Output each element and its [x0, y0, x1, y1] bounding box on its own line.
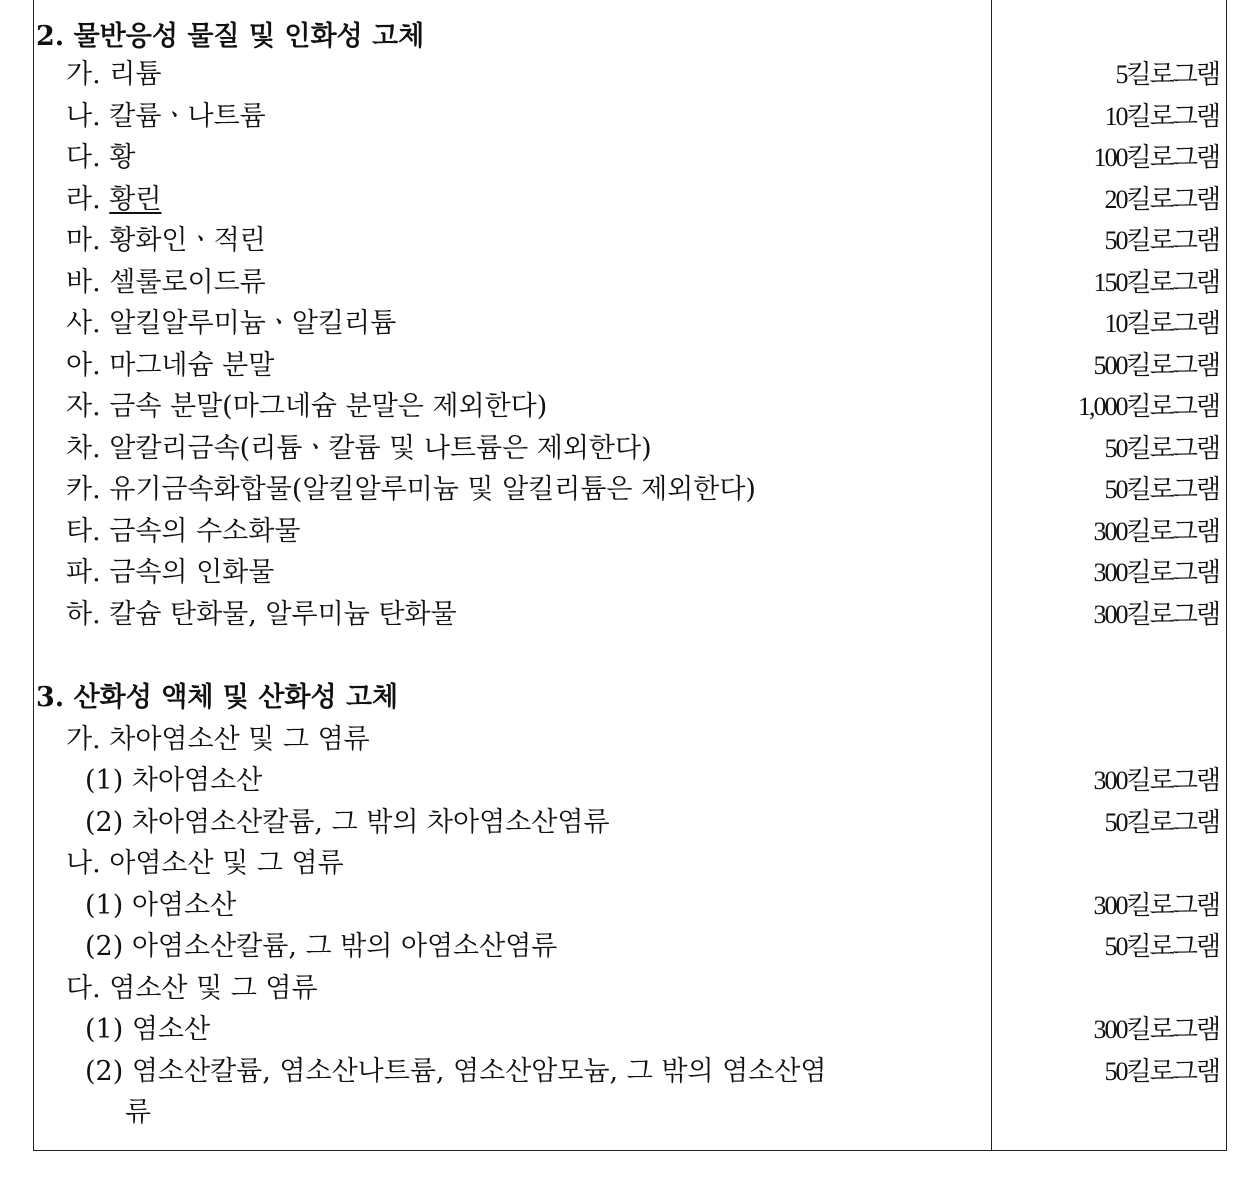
item-quantity: 50킬로그램 — [1104, 226, 1219, 255]
item-label: (2) 염소산칼륨, 염소산나트륨, 염소산암모늄, 그 밖의 염소산염 — [85, 1056, 827, 1087]
item-label: 카. 유기금속화합물(알킬알루미늄 및 알킬리튬은 제외한다) — [66, 474, 756, 505]
item-label-underlined: 황린 — [109, 184, 162, 215]
heading-text: 2. 물반응성 물질 및 인화성 고체 — [36, 21, 425, 52]
table-row — [0, 1052, 1255, 1092]
item-quantity: 1,000킬로그램 — [1078, 392, 1219, 421]
table-row — [0, 221, 1255, 261]
table-row — [0, 429, 1255, 469]
item-quantity: 300킬로그램 — [1093, 517, 1219, 546]
table-row — [0, 595, 1255, 635]
item-quantity: 300킬로그램 — [1093, 1015, 1219, 1044]
item-quantity: 100킬로그램 — [1093, 143, 1219, 172]
item-quantity: 300킬로그램 — [1093, 600, 1219, 629]
item-label-wrapper — [66, 180, 161, 220]
table-row — [0, 761, 1255, 801]
item-label: 바. 셀룰로이드류 — [66, 267, 266, 298]
item-quantity: 5킬로그램 — [1115, 60, 1219, 89]
item-label: (1) 아염소산 — [85, 890, 237, 921]
table-row — [0, 470, 1255, 510]
item-quantity: 500킬로그램 — [1093, 351, 1219, 380]
item-quantity: 300킬로그램 — [1093, 766, 1219, 795]
item-label: 마. 황화인ㆍ적린 — [66, 225, 266, 256]
item-label: 타. 금속의 수소화물 — [66, 516, 301, 547]
table-row — [0, 97, 1255, 137]
table-row — [0, 803, 1255, 843]
item-label: 나. 칼륨ㆍ나트륨 — [66, 101, 266, 132]
item-quantity: 50킬로그램 — [1104, 434, 1219, 463]
item-label: (2) 차아염소산칼륨, 그 밖의 차아염소산염류 — [85, 807, 610, 838]
item-label: 하. 칼슘 탄화물, 알루미늄 탄화물 — [66, 599, 457, 630]
group-row — [0, 720, 1255, 760]
table-row — [0, 1010, 1255, 1050]
group-row — [0, 844, 1255, 884]
item-label: 아. 마그네슘 분말 — [66, 350, 275, 381]
item-label: 사. 알킬알루미늄ㆍ알킬리튬 — [66, 308, 397, 339]
item-quantity: 50킬로그램 — [1104, 475, 1219, 504]
table-row — [0, 512, 1255, 552]
item-quantity: 50킬로그램 — [1104, 932, 1219, 961]
group-label: 나. 아염소산 및 그 염류 — [66, 848, 344, 879]
item-label: 다. 황 — [66, 142, 136, 173]
table-row — [0, 886, 1255, 926]
table-row — [0, 346, 1255, 386]
table-row — [0, 138, 1255, 178]
group-label: 가. 차아염소산 및 그 염류 — [66, 724, 370, 755]
item-quantity: 10킬로그램 — [1104, 309, 1219, 338]
section-heading — [0, 678, 1255, 718]
item-quantity: 10킬로그램 — [1104, 102, 1219, 131]
item-quantity: 50킬로그램 — [1104, 808, 1219, 837]
item-label: 가. 리튬 — [66, 59, 162, 90]
item-label: (1) 차아염소산 — [85, 765, 263, 796]
table-row — [0, 304, 1255, 344]
item-label: 파. 금속의 인화물 — [66, 557, 275, 588]
table-row — [0, 55, 1255, 95]
item-quantity: 20킬로그램 — [1104, 185, 1219, 214]
table-row — [0, 180, 1255, 220]
table-row — [0, 927, 1255, 967]
item-quantity: 50킬로그램 — [1104, 1057, 1219, 1086]
item-label-continuation: 류 — [125, 1097, 152, 1128]
item-label: 차. 알칼리금속(리튬ㆍ칼륨 및 나트륨은 제외한다) — [66, 433, 652, 464]
table-row — [0, 553, 1255, 593]
item-prefix: 라. — [66, 184, 110, 215]
item-label: (2) 아염소산칼륨, 그 밖의 아염소산염류 — [85, 931, 558, 962]
table-row-continuation — [0, 1093, 1255, 1133]
item-label: 자. 금속 분말(마그네슘 분말은 제외한다) — [66, 391, 548, 422]
group-label: 다. 염소산 및 그 염류 — [66, 973, 318, 1004]
section-heading — [0, 17, 1255, 57]
item-quantity: 300킬로그램 — [1093, 558, 1219, 587]
item-label: (1) 염소산 — [85, 1014, 211, 1045]
group-row — [0, 969, 1255, 1009]
heading-text: 3. 산화성 액체 및 산화성 고체 — [36, 682, 399, 713]
table-row — [0, 263, 1255, 303]
table-row — [0, 387, 1255, 427]
item-quantity: 150킬로그램 — [1093, 268, 1219, 297]
item-quantity: 300킬로그램 — [1093, 891, 1219, 920]
